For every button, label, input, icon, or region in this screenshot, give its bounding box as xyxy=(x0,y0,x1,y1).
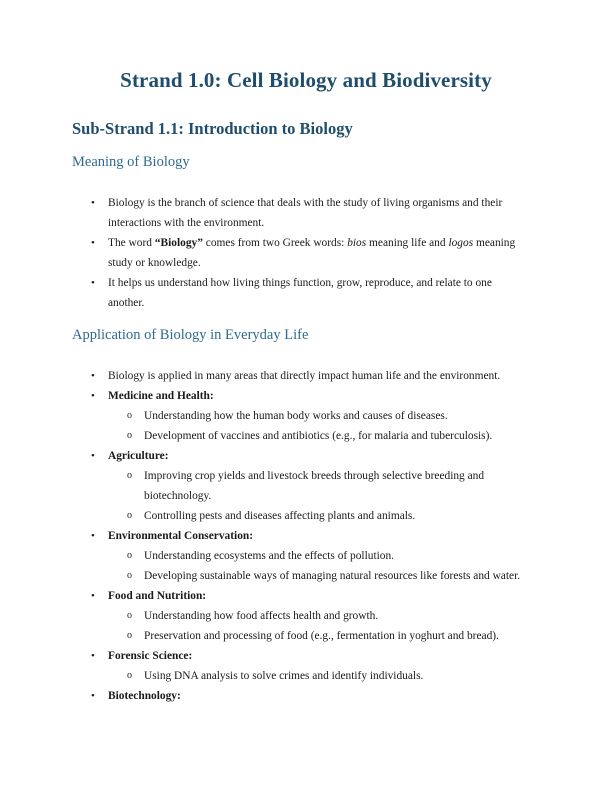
bullet-icon: • xyxy=(91,650,95,662)
bullet-icon: • xyxy=(91,237,95,249)
sub-list-item: o Understanding how the human body works and causes of diseases. xyxy=(0,406,612,426)
sub-list-item: o Development of vaccines and antibiotics (e.g., for malaria and tuberculosis). xyxy=(0,426,612,446)
group-label-environment: • Environmental Conservation: xyxy=(0,526,612,546)
bullet-icon: • xyxy=(91,370,95,382)
list-item: • Biology is applied in many areas that directly impact human life and the environment. xyxy=(0,366,612,386)
list-item: • It helps us understand how living things function, grow, reproduce, and relate to one another. xyxy=(0,273,612,313)
bullet-icon: • xyxy=(91,390,95,402)
circle-bullet-icon: o xyxy=(127,570,132,581)
list-item: • Biology is the branch of science that deals with the study of living organisms and their interactions with the environment. xyxy=(0,193,612,233)
section-heading-application: Application of Biology in Everyday Life xyxy=(72,327,309,343)
bold-term: “Biology” xyxy=(154,237,203,249)
circle-bullet-icon: o xyxy=(127,510,132,521)
list-item: • The word “Biology” comes from two Greek words: bios meaning life and logos meaning study or knowledge. xyxy=(0,233,612,273)
sub-list-item: o Preservation and processing of food (e.g., fermentation in yoghurt and bread). xyxy=(0,626,612,646)
greek-word-bios: bios xyxy=(347,237,367,249)
circle-bullet-icon: o xyxy=(127,610,132,621)
section-heading-meaning: Meaning of Biology xyxy=(72,154,190,170)
application-list xyxy=(0,366,612,706)
bullet-icon: • xyxy=(91,277,95,289)
group-label-food: • Food and Nutrition: xyxy=(0,586,612,606)
sub-list-item: o Understanding ecosystems and the effects of pollution. xyxy=(0,546,612,566)
bullet-icon: • xyxy=(91,450,95,462)
circle-bullet-icon: o xyxy=(127,670,132,681)
circle-bullet-icon: o xyxy=(127,550,132,561)
circle-bullet-icon: o xyxy=(127,410,132,421)
sub-list-item: o Improving crop yields and livestock breeds through selective breeding and biotechnology. xyxy=(0,466,612,506)
circle-bullet-icon: o xyxy=(127,630,132,641)
circle-bullet-icon: o xyxy=(127,470,132,481)
sub-list-item: o Understanding how food affects health and growth. xyxy=(0,606,612,626)
bullet-icon: • xyxy=(91,590,95,602)
group-label-forensic: • Forensic Science: xyxy=(0,646,612,666)
bullet-icon: • xyxy=(91,530,95,542)
group-label-biotechnology: • Biotechnology: xyxy=(0,686,612,706)
document-title: Strand 1.0: Cell Biology and Biodiversity xyxy=(120,68,492,92)
group-label-agriculture: • Agriculture: xyxy=(0,446,612,466)
meaning-list xyxy=(0,193,612,313)
sub-list-item: o Controlling pests and diseases affecting plants and animals. xyxy=(0,506,612,526)
greek-word-logos: logos xyxy=(448,237,474,249)
sub-list-item: o Developing sustainable ways of managing natural resources like forests and water. xyxy=(0,566,612,586)
substrand-heading: Sub-Strand 1.1: Introduction to Biology xyxy=(72,119,353,138)
sub-list-item: o Using DNA analysis to solve crimes and identify individuals. xyxy=(0,666,612,686)
bullet-icon: • xyxy=(91,197,95,209)
circle-bullet-icon: o xyxy=(127,430,132,441)
group-label-medicine: • Medicine and Health: xyxy=(0,386,612,406)
bullet-icon: • xyxy=(91,690,95,702)
